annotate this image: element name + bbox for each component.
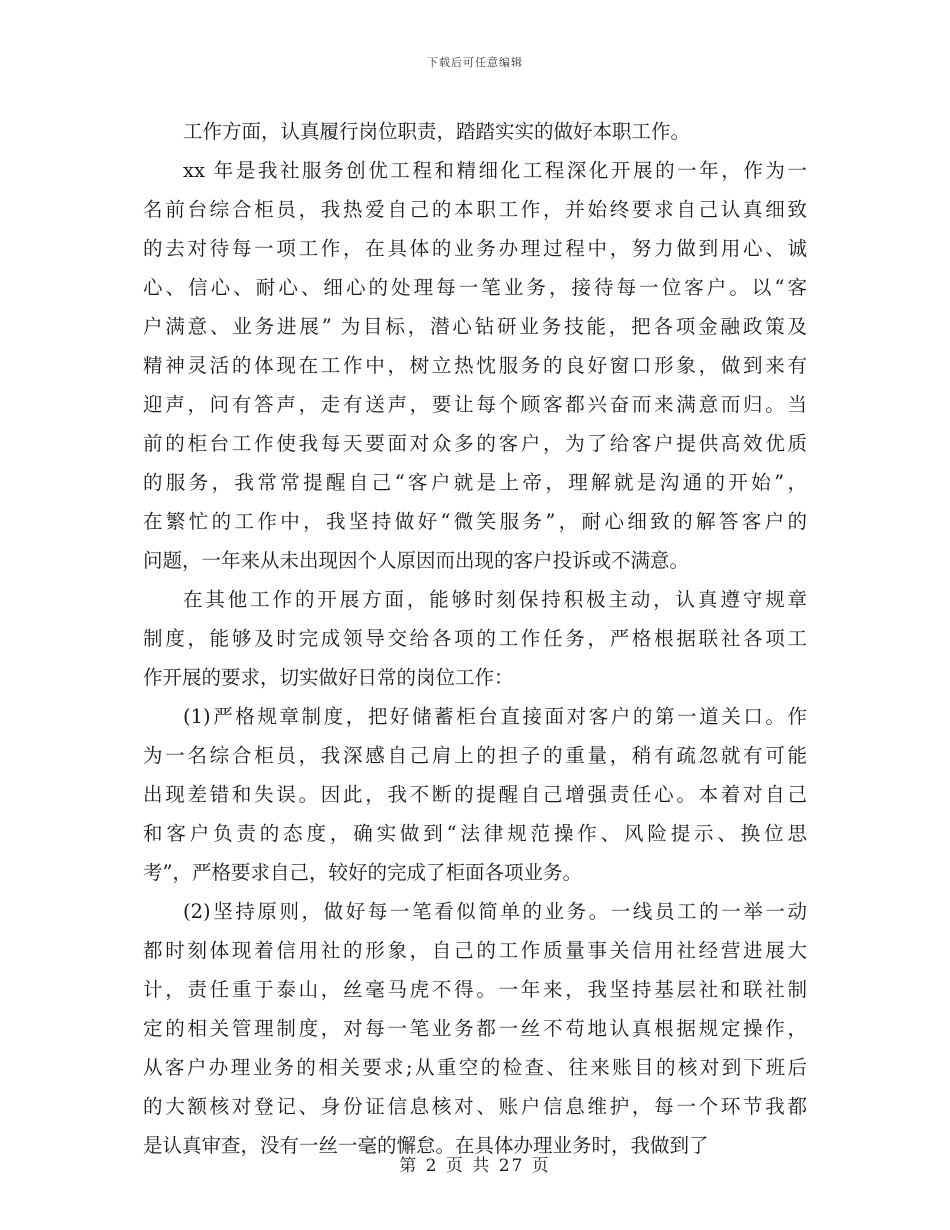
text-line: (1)严格规章制度，把好储蓄柜台直接面对客户的第一道关口。作 (183, 705, 807, 728)
text-line: 在繁忙的工作中，我坚持做好“微笑服务”，耐心细致的解答客户的 (143, 510, 807, 533)
text-line: 为一名综合柜员，我深感自己肩上的担子的重量，稍有疏忽就有可能 (143, 744, 807, 767)
text-line: 从客户办理业务的相关要求;从重空的检查、往来账目的核对到下班后 (143, 1056, 807, 1079)
text-line: 心、信心、耐心、细心的处理每一笔业务，接待每一位客户。以“客 (143, 276, 807, 299)
text-line: 的去对待每一项工作，在具体的业务办理过程中，努力做到用心、诚 (143, 237, 807, 260)
text-line: 和客户负责的态度，确实做到“法律规范操作、风险提示、换位思 (143, 822, 807, 845)
text-line: 工作方面，认真履行岗位职责，踏踏实实的做好本职工作。 (183, 120, 691, 143)
text-line: 制度，能够及时完成领导交给各项的工作任务，严格根据联社各项工 (143, 627, 807, 650)
text-line: 问题，一年来从未出现因个人原因而出现的客户投诉或不满意。 (143, 549, 690, 572)
text-line: 前的柜台工作使我每天要面对众多的客户，为了给客户提供高效优质 (143, 432, 807, 455)
text-line: 计，责任重于泰山，丝毫马虎不得。一年来，我坚持基层社和联社制 (143, 978, 807, 1001)
text-line: 考”，严格要求自己，较好的完成了柜面各项业务。 (143, 861, 582, 884)
text-line: 户满意、业务进展” 为目标，潜心钻研业务技能，把各项金融政策及 (143, 315, 807, 338)
text-line: 的服务，我常常提醒自己“客户就是上帝，理解就是沟通的开始”， (143, 471, 807, 494)
text-line: 迎声，问有答声，走有送声，要让每个顾客都兴奋而来满意而归。当 (143, 393, 807, 416)
text-line: xx 年是我社服务创优工程和精细化工程深化开展的一年，作为一 (183, 159, 807, 182)
text-line: 在其他工作的开展方面，能够时刻保持积极主动，认真遵守规章 (183, 588, 807, 611)
document-body (143, 112, 807, 1165)
text-line: 作开展的要求，切实做好日常的岗位工作： (143, 666, 514, 689)
text-line: 出现差错和失误。因此，我不断的提醒自己增强责任心。本着对自己 (143, 783, 807, 806)
text-line: 精神灵活的体现在工作中，树立热忱服务的良好窗口形象，做到来有 (143, 354, 807, 377)
page-footer: 第 2 页 共 27 页 (399, 1156, 551, 1176)
text-line: 的大额核对登记、身份证信息核对、账户信息维护，每一个环节我都 (143, 1095, 807, 1118)
page-header: 下载后可任意编辑 (427, 56, 523, 69)
text-line: 都时刻体现着信用社的形象，自己的工作质量事关信用社经营进展大 (143, 939, 807, 962)
text-line: 是认真审查，没有一丝一毫的懈怠。在具体办理业务时，我做到了 (143, 1134, 709, 1157)
text-line: 名前台综合柜员，我热爱自己的本职工作，并始终要求自己认真细致 (143, 198, 807, 221)
text-line: (2)坚持原则，做好每一笔看似简单的业务。一线员工的一举一动 (183, 900, 807, 923)
text-line: 定的相关管理制度，对每一笔业务都一丝不苟地认真根据规定操作， (143, 1017, 807, 1040)
